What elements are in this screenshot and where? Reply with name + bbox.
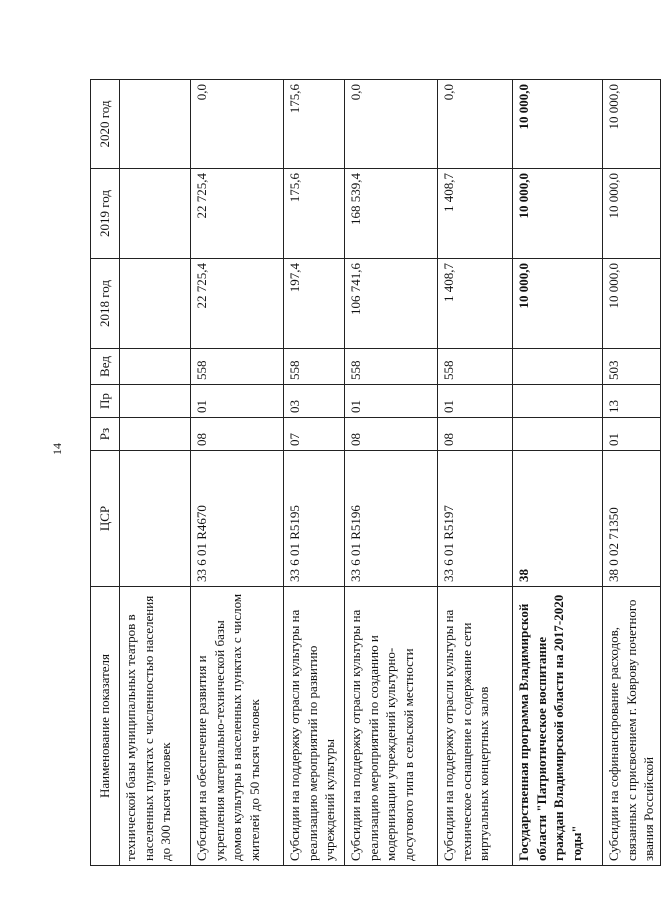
cell-2018: 1 408,7 [438,259,513,349]
cell-csr: 33 6 01 R5196 [345,451,438,587]
cell-csr [120,451,191,587]
cell-2020: 10 000,0 [513,80,603,169]
table-row [120,80,191,866]
cell-ved: 558 [345,349,438,385]
table-row [284,80,345,866]
header-name: Наименование показателя [91,587,120,866]
cell-2018 [120,259,191,349]
table-row [603,80,661,866]
cell-2018: 10 000,0 [513,259,603,349]
cell-pr: 01 [345,385,438,418]
cell-csr: 33 6 01 R5195 [284,451,345,587]
cell-ved [120,349,191,385]
cell-ved: 558 [438,349,513,385]
cell-2019: 10 000,0 [603,169,661,259]
cell-pr: 13 [603,385,661,418]
table-row [438,80,513,866]
cell-name: Субсидии на поддержку отрасли культуры на реализацию мероприятий по созданию и модернизации учреждений культурно-досугового типа в сельской местности [345,587,438,866]
page-number: 14 [50,443,64,455]
cell-rz [513,418,603,451]
cell-2019: 168 539,4 [345,169,438,259]
cell-2018: 197,4 [284,259,345,349]
cell-2020: 10 000,0 [603,80,661,169]
cell-csr: 33 6 01 R5197 [438,451,513,587]
cell-2019: 10 000,0 [513,169,603,259]
rotated-table-container [90,80,657,866]
cell-rz [120,418,191,451]
cell-pr [513,385,603,418]
cell-ved: 558 [284,349,345,385]
cell-csr: 33 6 01 R4670 [191,451,284,587]
header-ved: Вед [91,349,120,385]
cell-csr: 38 0 02 71350 [603,451,661,587]
cell-name: Субсидии на обеспечение развития и укрепления материально-технической базы домов культуры в населенных пунктах с числом жителей до 50 тысяч человек [191,587,284,866]
header-pr: Пр [91,385,120,418]
cell-pr [120,385,191,418]
header-2020: 2020 год [91,80,120,169]
cell-2018: 106 741,6 [345,259,438,349]
cell-name: Субсидии на поддержку отрасли культуры на техническое оснащение и содержание сети виртуальных концертных залов [438,587,513,866]
cell-pr: 01 [438,385,513,418]
cell-2019: 22 725,4 [191,169,284,259]
cell-rz: 08 [345,418,438,451]
cell-rz: 08 [438,418,513,451]
cell-2020: 0,0 [191,80,284,169]
cell-name: Государственная программа Владимирской области "Патриотическое воспитание граждан Владимирской области на 2017-2020 годы" [513,587,603,866]
cell-name: Субсидии на поддержку отрасли культуры на реализацию мероприятий по развитию учреждений культуры [284,587,345,866]
cell-2019: 175,6 [284,169,345,259]
cell-2019 [120,169,191,259]
table-row [513,80,603,866]
header-rz: Рз [91,418,120,451]
cell-ved [513,349,603,385]
table-row [191,80,284,866]
header-csr: ЦСР [91,451,120,587]
cell-2018: 22 725,4 [191,259,284,349]
table-header-row [91,80,120,866]
table-row [345,80,438,866]
header-2019: 2019 год [91,169,120,259]
cell-2020 [120,80,191,169]
cell-ved: 503 [603,349,661,385]
cell-ved: 558 [191,349,284,385]
cell-2020: 0,0 [345,80,438,169]
cell-2018: 10 000,0 [603,259,661,349]
cell-name: Субсидии на софинансирование расходов, связанных с присвоением г. Коврову почетного звания Российской [603,587,661,866]
cell-pr: 03 [284,385,345,418]
header-2018: 2018 год [91,259,120,349]
cell-rz: 07 [284,418,345,451]
cell-pr: 01 [191,385,284,418]
cell-csr: 38 [513,451,603,587]
cell-2020: 0,0 [438,80,513,169]
cell-rz: 01 [603,418,661,451]
cell-name: технической базы муниципальных театров в населенных пунктах с численностью населения до 300 тысяч человек [120,587,191,866]
cell-2019: 1 408,7 [438,169,513,259]
cell-rz: 08 [191,418,284,451]
budget-table [90,79,661,866]
cell-2020: 175,6 [284,80,345,169]
